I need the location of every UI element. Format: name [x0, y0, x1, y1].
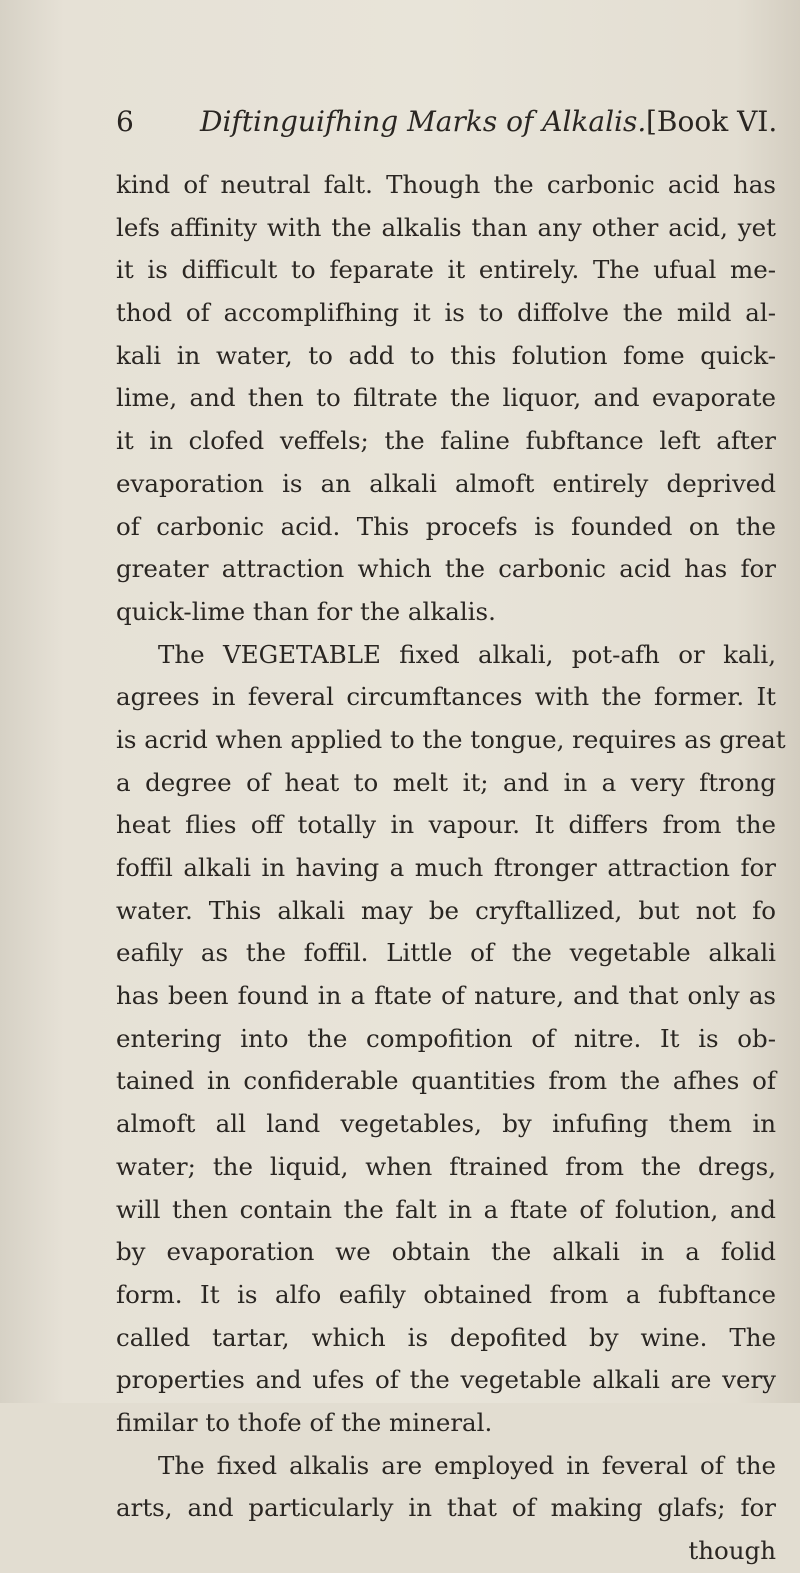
text-line: evaporation is an alkali almoft entirely deprived: [116, 468, 776, 498]
text-line: called tartar, which is depofited by wine. The: [116, 1322, 776, 1352]
text-line: is acrid when applied to the tongue, requires as great: [116, 724, 786, 754]
text-line: greater attraction which the carbonic acid has for: [116, 554, 776, 584]
paragraph-start-line: The VEGETABLE fixed alkali, pot-afh or kali,: [158, 639, 776, 669]
text-line: lefs affinity with the alkalis than any other acid, yet: [116, 212, 776, 242]
text-line: it in clofed veffels; the faline fubftance left after: [116, 426, 776, 456]
text-line: entering into the compofition of nitre. It is ob-: [116, 1023, 776, 1053]
text-line: kind of neutral falt. Though the carbonic acid has: [116, 170, 776, 199]
body-text: [116, 164, 786, 1573]
text-line: heat flies off totally in vapour. It differs from the: [116, 810, 776, 840]
text-line: of carbonic acid. This procefs is founded on the: [116, 511, 776, 541]
text-line: agrees in feveral circumftances with the former. It: [116, 682, 776, 712]
page-header: [116, 100, 776, 144]
text-line: kali in water, to add to this folution fome quick-: [116, 340, 776, 370]
text-line: water. This alkali may be cryftallized, but not fo: [116, 895, 776, 925]
text-line: tained in confiderable quantities from the afhes of: [116, 1066, 776, 1096]
text-line: properties and ufes of the vegetable alkali are very: [116, 1365, 776, 1395]
text-line: lime, and then to filtrate the liquor, and evaporate: [116, 383, 776, 413]
text-line: arts, and particularly in that of making glafs; for: [116, 1493, 776, 1523]
text-line: form. It is alfo eafily obtained from a fubftance: [116, 1279, 776, 1309]
text-line: foffil alkali in having a much ftronger attraction for: [116, 853, 776, 882]
text-line: will then contain the falt in a ftate of folution, and: [116, 1194, 776, 1224]
text-line: eafily as the foffil. Little of the vegetable alkali: [116, 938, 776, 968]
paragraph-start-line: The fixed alkalis are employed in feveral of the: [158, 1450, 776, 1480]
text-line: thod of accomplifhing it is to diffolve the mild al-: [116, 298, 776, 328]
text-line: by evaporation we obtain the alkali in a folid: [116, 1237, 776, 1267]
running-title: Diftinguifhing Marks of Alkalis.: [200, 105, 647, 138]
text-line: almoft all land vegetables, by infufing them in: [116, 1109, 776, 1139]
catchword: though: [688, 1536, 776, 1565]
page-number: 6: [116, 105, 134, 138]
text-line: a degree of heat to melt it; and in a very ftrong: [116, 767, 776, 797]
text-line: has been found in a ftate of nature, and that only as: [116, 981, 776, 1011]
text-line: it is difficult to feparate it entirely. The ufual me-: [116, 255, 776, 285]
text-line: fimilar to thofe of the mineral.: [116, 1407, 493, 1437]
book-section: [Book VI.: [646, 105, 778, 138]
text-line: water; the liquid, when ftrained from the dregs,: [116, 1151, 776, 1181]
text-line: quick-lime than for the alkalis.: [116, 596, 496, 626]
